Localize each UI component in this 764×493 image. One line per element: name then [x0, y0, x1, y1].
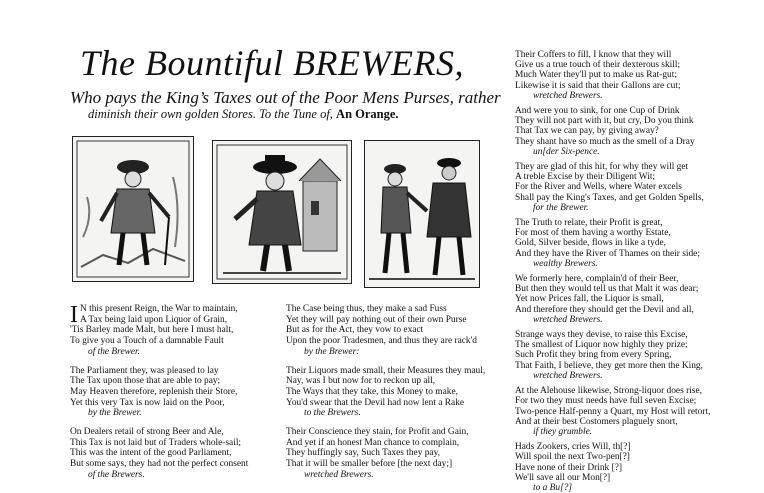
stanza	[70, 304, 248, 358]
verse-line: Yet now Prices fall, the Liquor is small,	[515, 294, 664, 305]
refrain: by the Brewer.	[88, 408, 142, 419]
verse-line: For two they must needs have full seven Excise;	[515, 396, 697, 407]
verse-line: That Faith, I believe, they get more then the King,	[515, 360, 703, 371]
stanza	[515, 330, 710, 381]
verse-line: For most of them having a worthy Estate,	[515, 228, 671, 239]
verse-line: But as for the Act, they vow to exact	[286, 325, 424, 336]
woodcut-two-men	[364, 140, 480, 288]
verse-line: A Tax being laid upon Liquor of Grain,	[80, 314, 228, 325]
stanza	[286, 366, 485, 420]
woodcut-gentleman-hat	[212, 140, 352, 284]
subtitle-continuation: diminish their own golden Stores. To the Tune of,	[88, 107, 333, 121]
tune-name: An Orange.	[336, 107, 399, 121]
refrain: wretched Brewers.	[533, 90, 603, 101]
stanza	[286, 304, 485, 358]
verse-line: The Ways that they take, this Money to make,	[286, 386, 458, 397]
woodcut-two-men-figure	[365, 141, 479, 287]
ballad-subtitle: Who pays the King’s Taxes out of the Poor Mens Purses, rather	[70, 88, 501, 107]
stanza	[515, 442, 710, 493]
verse-line: And yet if an honest Man chance to complain,	[286, 437, 460, 448]
verse-line: Hads Zookers, cries Will, th[?]	[515, 442, 631, 453]
ballad-subtitle-tune-line	[88, 107, 399, 122]
verse-line: Will spoil the next Two-pen[?]	[515, 452, 630, 463]
verse-column-2	[286, 304, 485, 489]
verse-line: Nay, was I but now for to reckon up all,	[286, 376, 436, 387]
verse-line: 'Tis Barley made Malt, but here I must halt,	[70, 325, 234, 336]
verse-line: Strange ways they devise, to raise this Excise,	[515, 330, 688, 341]
verse-line: Likewise it is said that their Gallons are cut;	[515, 80, 681, 91]
verse-line: The Case being thus, they make a sad Fuss	[286, 304, 447, 314]
verse-line: And therefore they should get the Devil and all,	[515, 304, 694, 315]
verse-line: The Parliament they, was pleased to lay	[70, 365, 219, 376]
stanza	[515, 386, 710, 437]
verse-line: A treble Excise by their Diligent Wit;	[515, 172, 656, 183]
refrain: to the Brewers.	[304, 408, 361, 419]
verse-line: But some says, they had not the perfect consent	[70, 459, 249, 470]
woodcut-gentleman-hat-figure	[213, 141, 351, 283]
verse-line: And at their best Costomers plaguely snort,	[515, 416, 678, 427]
verse-line: But then they would tell us that Malt it was dear;	[515, 284, 699, 295]
stanza	[70, 366, 248, 420]
verse-line: This was the intent of the good Parliament,	[70, 448, 232, 459]
verse-line: Much Water they'll put to make us Rat-gut;	[515, 70, 677, 81]
verse-line: Their Coffers to fill, I know that they will	[515, 50, 672, 60]
stanza	[515, 274, 710, 325]
refrain: wretched Brewers.	[304, 469, 374, 480]
verse-line: They shant have so much as the smell of a Dray	[515, 136, 695, 147]
verse-line: To give you a Touch of a damnable Fault	[70, 336, 224, 347]
verse-line: And they have the River of Thames on their side;	[515, 248, 700, 259]
drop-cap: I	[70, 302, 78, 328]
refrain: to a Bu[?]	[533, 482, 573, 493]
woodcut-gentleman-figure	[73, 137, 193, 281]
verse-line: Their Conscience they stain, for Profit and Gain,	[286, 427, 469, 438]
stanza	[515, 162, 710, 213]
verse-line: Shall pay the King's Taxes, and get Golden Spells,	[515, 192, 704, 203]
verse-line: Yet this very Tax is now laid on the Poor,	[70, 397, 225, 408]
verse-line: Gold, Silver beside, flows in like a tyde,	[515, 238, 667, 249]
verse-line: Two-pence Half-penny a Quart, my Host will retort,	[515, 406, 711, 417]
verse-line: The Truth to relate, their Profit is great,	[515, 218, 663, 229]
verse-line: They will not part with it, but cry, Do you think	[515, 116, 694, 127]
verse-line: Yet they will pay nothing out of their own Purse	[286, 314, 467, 325]
verse-line: Upon the poor Tradesmen, and thus they are rack'd	[286, 336, 477, 347]
refrain: wretched Brewers.	[533, 314, 603, 325]
verse-line: The smallest of Liquor now highly they prize;	[515, 340, 688, 351]
verse-line: You'd swear that the Devil had now lent a Rake	[286, 397, 465, 408]
verse-line: That Tax we can pay, by giving away?	[515, 126, 659, 137]
verse-line: Give us a true touch of their dexterous skill;	[515, 60, 681, 71]
verse-line: This Tax is not laid but of Traders whole-sail;	[70, 437, 242, 448]
refrain: by the Brewer:	[304, 346, 360, 357]
verse-line: And were you to sink, for one Cup of Drink	[515, 106, 680, 117]
verse-line: May Heaven therefore, replenish their Store,	[70, 386, 238, 397]
refrain: if they grumble.	[533, 426, 593, 437]
stanza	[286, 427, 485, 481]
verse-line: We'll save all our Mon[?]	[515, 472, 611, 483]
verse-column-3	[515, 50, 710, 493]
verse-line: That it will be smaller before [the next day;]	[286, 459, 453, 470]
refrain: of the Brewer.	[88, 346, 140, 357]
stanza	[515, 50, 710, 101]
refrain: wretched Brewers.	[533, 370, 603, 381]
verse-line: N this present Reign, the War to maintain,	[80, 304, 238, 314]
verse-line: Have none of their Drink [?]	[515, 462, 622, 473]
verse-line: Their Liquors made small, their Measures they maul,	[286, 365, 486, 376]
verse-line: Such Profit they bring from every Spring,	[515, 350, 672, 361]
verse-line: They huffingly say, Such Taxes they pay,	[286, 448, 440, 459]
woodcut-gentleman	[72, 136, 194, 282]
stanza	[70, 427, 248, 481]
verse-line: They are glad of this hit, for why they will get	[515, 162, 689, 173]
verse-line: At the Alehouse likewise, Strong-liquor does rise,	[515, 386, 702, 397]
refrain: for the Brewer.	[533, 202, 589, 213]
verse-column-1	[70, 304, 248, 489]
verse-line: On Dealers retail of strong Beer and Ale,	[70, 427, 224, 438]
refrain: wealthy Brewers.	[533, 258, 598, 269]
verse-line: For the River and Wells, where Water excels	[515, 182, 682, 193]
refrain: un[der Six-pence.	[533, 146, 600, 157]
stanza	[515, 106, 710, 157]
stanza	[515, 218, 710, 269]
refrain: of the Brewers.	[88, 469, 145, 480]
verse-line: The Tax upon those that are able to pay;	[70, 376, 221, 387]
ballad-title: The Bountiful BREWERS,	[80, 43, 464, 83]
verse-line: We formerly here, complain'd of their Beer,	[515, 274, 679, 285]
